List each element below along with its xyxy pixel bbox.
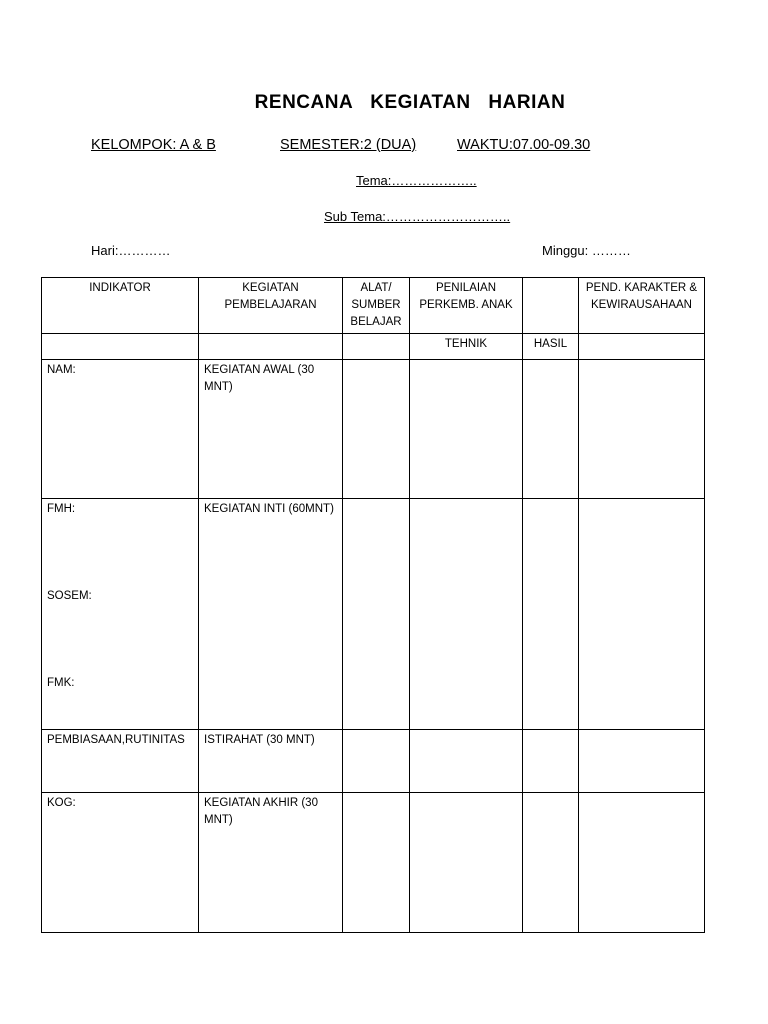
header-empty <box>523 278 579 334</box>
header-indikator: INDIKATOR <box>42 278 199 334</box>
semester-label: SEMESTER:2 (DUA) <box>280 137 417 153</box>
pend-karakter-cell <box>579 499 705 730</box>
sosem-label: SOSEM: <box>47 590 92 602</box>
kegiatan-cell: KEGIATAN INTI (60MNT) <box>199 499 343 730</box>
kegiatan-cell: ISTIRAHAT (30 MNT) <box>199 730 343 793</box>
tehnik-cell <box>410 730 523 793</box>
table-row <box>42 499 705 730</box>
kegiatan-cell: KEGIATAN AWAL (30 MNT) <box>199 360 343 499</box>
alat-cell <box>343 730 410 793</box>
hasil-cell <box>523 499 579 730</box>
subheader-hasil: HASIL <box>523 334 579 360</box>
hasil-cell <box>523 730 579 793</box>
indikator-cell <box>42 499 199 730</box>
tehnik-cell <box>410 499 523 730</box>
document-title: RENCANA KEGIATAN HARIAN <box>254 92 566 113</box>
table-header-row <box>42 278 705 334</box>
subheader-empty-2 <box>199 334 343 360</box>
table-subheader-row <box>42 334 705 360</box>
alat-cell <box>343 360 410 499</box>
subheader-tehnik: TEHNIK <box>410 334 523 360</box>
header-pend-karakter: PEND. KARAKTER & KEWIRAUSAHAAN <box>579 278 705 334</box>
subheader-empty-3 <box>343 334 410 360</box>
fmh-label: FMH: <box>47 503 76 515</box>
indikator-cell: PEMBIASAAN,RUTINITAS <box>42 730 199 793</box>
subheader-empty-4 <box>579 334 705 360</box>
table-row <box>42 360 705 499</box>
pend-karakter-cell <box>579 360 705 499</box>
table-row <box>42 730 705 793</box>
table-row <box>42 793 705 933</box>
pend-karakter-cell <box>579 793 705 933</box>
indikator-cell: NAM: <box>42 360 199 499</box>
indikator-cell: KOG: <box>42 793 199 933</box>
tehnik-cell <box>410 793 523 933</box>
tehnik-cell <box>410 360 523 499</box>
fmk-label: FMK: <box>47 677 75 689</box>
hasil-cell <box>523 360 579 499</box>
header-kegiatan: KEGIATAN PEMBELAJARAN <box>199 278 343 334</box>
hari-field: Hari:………… <box>91 243 171 258</box>
kegiatan-cell: KEGIATAN AKHIR (30 MNT) <box>199 793 343 933</box>
alat-cell <box>343 499 410 730</box>
header-penilaian: PENILAIAN PERKEMB. ANAK <box>410 278 523 334</box>
activity-plan-table <box>41 277 705 933</box>
header-alat: ALAT/ SUMBER BELAJAR <box>343 278 410 334</box>
subtema-field: Sub Tema:……………………….. <box>324 209 511 224</box>
tema-field: Tema:……………….. <box>356 173 477 188</box>
alat-cell <box>343 793 410 933</box>
pend-karakter-cell <box>579 730 705 793</box>
hasil-cell <box>523 793 579 933</box>
waktu-label: WAKTU:07.00-09.30 <box>457 137 591 153</box>
minggu-field: Minggu: ……… <box>542 243 631 258</box>
kelompok-label: KELOMPOK: A & B <box>91 137 216 153</box>
subheader-empty-1 <box>42 334 199 360</box>
